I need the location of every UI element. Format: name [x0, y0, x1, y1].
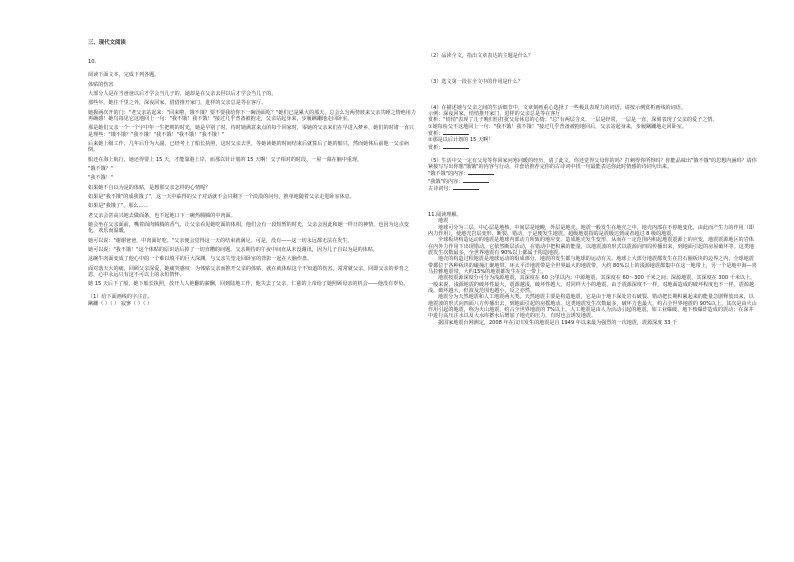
- answer-blank[interactable]: [443, 144, 469, 149]
- blank-label: 古诗词句：: [428, 185, 454, 192]
- answer-blank[interactable]: [443, 130, 469, 135]
- paragraph: 如果她不自以为是的体贴，是想那父亲怎样的心情呢？: [88, 184, 211, 191]
- paragraph: 如果是"我不饿"的成我饿了"，这一天中临得的父子对话就不会只剩下一个淡漠的问句，推单地随着父亲走进卧室休息。: [88, 194, 355, 200]
- blank-row: [428, 170, 758, 177]
- paragraph: 这碗牛肉面变成了他心中的一个难以填平的巨大深渊，与父亲失望走回卧室的背影一起在大脑作盘。: [88, 256, 313, 263]
- answer-label: 赏析：: [428, 144, 444, 151]
- paragraph: 那是她们父亲一个一个宇中年一生把则的时光，她是早别了时，待时她满意来点的每个回家时，零她的父亲来们在早进入梦乡，她们的时诸一直只是理些："饿不饿？"我不饿！"我不饿！"我不饿！"我不饿！": [88, 125, 415, 138]
- example-text: 赏析："悄悄"表现了儿子晚归怕打扰父母休息的心情；"总"有两层含义，一层是经常，一层是一直，深刻表现了父亲的爱子之情。: [428, 117, 718, 124]
- paragraph: 她握两次开的门："老父亲站起来："回来啦，饿不饿？要不要我给你下一碗汤面吃？"她们已是累大的那天，总会么匀两势彼来父亲共睡之情绝用力再确感！她鸟每见它这地回上一句："我不饿！我不饿！"接过几乎普备被抱走，父亲站起身来，步履蹒跚地走回卧室。: [88, 109, 416, 122]
- blank-label: "饿不饿"的内容：: [428, 171, 469, 178]
- paragraph: 她可以说："我不饿！"这个体贴的原识话后掉了一切直糟的问题。父亲期待的午夜中间直从未没谢讯，因为儿子自以为是的体贴。: [88, 247, 378, 254]
- paragraph: 老父亲会甚高兴地去做面条，也不起地口下一碗热腾腾的中肉面。: [88, 212, 236, 219]
- instruction: 阅读下面文本，完成下列各题。: [88, 72, 160, 79]
- paragraph: 她可以说："谢谢爸爸，中肉面好吃。"父亲便会觉得这一天的结束就满足。可是，没有——这一切永远都无法在发生。: [88, 237, 353, 244]
- paragraph: 后来她上级工作，几年后升为大副，已经考上了船长执照，这时父亲去世，等她读她的时间结束后就算后了她的船只，然而她休后前他一父亲病倒。: [88, 140, 409, 154]
- left-column: [88, 40, 416, 307]
- paragraph: 据国家地震台网测定，2008 年在汶川发生的地震是自 1949 年以来最为强烈的一次地震，震源深度 33 千: [438, 319, 678, 326]
- blank-row: [428, 185, 758, 192]
- right-column: [428, 53, 758, 326]
- blank-label: "我饿"的内容：: [428, 178, 464, 185]
- item-1: ①她每检父不这地回上一句："我不饿！我不饿！"接过几乎普备被抱地回后，父亲站起身来，步履蹒跚地走回卧室。: [428, 123, 687, 130]
- paragraph: 地球可分为三层。中心层是地核，中间层是地幔，外层是地壳。地震一般发生在地壳之中。地壳内部在不停地变化，由此而产生力的作用（即内力作用），使地壳岩层变形、断裂、错动，于是便发生地震。超级地震指的是震级达到或者超过 8 级的地震。: [428, 224, 754, 237]
- section-title: 三、现代文阅读: [88, 40, 126, 46]
- answer-blank[interactable]: [463, 178, 489, 183]
- paragraph: 全球板块构造运动的地震是地球内部动力所致的地应变，造成地壳发生变形，从而在一定范围内积起地震震源上的应变，地震震源地区的岩体在内外力作用下出现错动，它依然断层活动，在错动中把积累的能量，以地震波的形式以震源向四周传播出来，到地面引起的房屋破坏等。这类地震发生次数最多，全世界地震有 90%以上都属于构造地震。: [428, 237, 755, 256]
- paragraph: 船还在海上航行，她还得要上 15 天，才能靠港上岸，而那以针计划的 15 天啊！父子相对的时段，一屋一幕在脑中重现。: [88, 156, 363, 163]
- question-number: 10.: [88, 59, 97, 66]
- question-5: （5）生活中父一定有父母等你回家问寒问暖的经历，请了此文，你还觉得父母你的吗？打刺得你所得吗？你能品味出"饿不饿"的思想内涵吗？请你紧接写写出你想"饿饿"的内容与行动，并套语推荐完你的古诗词中找一句最能表达你此时情感的诗词句出来。: [428, 157, 757, 170]
- answer-label: 赏析：: [428, 131, 444, 138]
- paragraph: 地壳的构造过程地震是地球运动的组成部分，地震的发生都与地球的运动有关。地球上大部分地震都发生在岩石圈板块的边界之内，全球地震带都位于各种板块的碰撞汇聚地带。环太平洋地震带是全世界最大的地震带，大约 80%以上的浅源地震都集中在这一地带上，另一个是地中海—喜马拉雅地震带，大约15%的地震都发生在这一带上。: [428, 256, 757, 275]
- paragraph: 她会坐在父亲面前，嘴着面肉腾腾的香气，让父亲看见她吃面的体相。他们会有一段短暂的时光，父亲会因此和她一样日的神情，也因为这点变化，欢乐而温暖。: [88, 222, 409, 235]
- question-1-items: 蹒跚（ ）（ ） 寂寥（ ）（ ）: [88, 300, 153, 307]
- paragraph: 如果是"我饿了"，那么……: [88, 203, 149, 210]
- question-11-title: 地震: [438, 218, 449, 225]
- paragraph: "饿不饿？": [88, 165, 114, 172]
- question-2: （2）品读全文，指出文章表达的主题是什么？: [428, 53, 534, 59]
- item-2: ②那是以后计划的 15 天啊！: [428, 137, 494, 144]
- paragraph: 地震按震源深度分可分为浅源地震，其深度在 60 公里以内；中源地震，其深度在 60～300 千米之间；深源地震，其深度在 300 千米以上。一般来说，浅源地震的破坏性最大，震源越浅，破坏性越大。对同样大小的地震，由于震源深度不一样，对地面造成的破坏程度也不一样。震源越浅，破坏越大，但波及范围也越小，反之亦然。: [428, 275, 756, 294]
- paragraph: 地震分为天然地震和人工地震两大类。天然地震主要是构造地震，它是由于地下深处岩石破裂、错动把长期积累起来的能量急剧释放出来，以地震波的形式向四面八方传播出去，到地面引起的房摇地动。这类地震发生次数最多，破坏力也最大，约占全世界地震的 90%以上。其次是由火山作用引起的地震，称为火山地震，约占全世界地震的 7%以上。人工地震是由人为活动引起的地震。如工业爆破、地下核爆炸造成的震动；在深井中进行高压注水以及大水库蓄水后增加了地壳的压力，有时也会诱发地震。: [428, 294, 757, 320]
- question-4: （4）在描述她与父亲之间的生活细节中，文章刻画重心选择了一些极具表现力的词语，请按示例赏析画线的词语。: [428, 104, 686, 111]
- paragraph: 那些年，她住千里之外，深夜回家，借借推开家门，进样的父亲总是等在客厅。: [88, 100, 267, 107]
- paragraph: "我不饿！": [88, 175, 114, 182]
- answer-blank[interactable]: [453, 185, 479, 190]
- question-3: （3）选文第一段在全文中的作用是什么？: [428, 78, 523, 85]
- question-11-label: 11.阅读理解。: [428, 211, 462, 218]
- paragraph: 面对落天大的痛，回顾父亲深爱，她痛哭感叹：为体贴父亲而推开父亲的体贴，就在就体贴这个不知道的伤害。常常就父亲，回即父亲的养育之恩，心中永远只有这不可以上的永恒情怀。: [88, 265, 409, 279]
- paragraph: 她 15 天后下了船，她下船长执照，放开人人艳翻的薪酬，回到陆地工作，他失去了父亲，仁慈的上帝给了她照顾母亲的机会——他没有辜负。: [88, 281, 409, 288]
- blank-row: [428, 178, 758, 185]
- paragraph: 大部分人是在当爸爸以后才学会当儿子的，她却是在父亲去世以后才学会当儿子的。: [88, 90, 277, 97]
- answer-blank[interactable]: [468, 170, 494, 175]
- question-1-label: （1）给下面画线的字注音。: [88, 294, 153, 301]
- article-title: 体贴的伤害: [88, 81, 114, 88]
- example-label: 示例：深夜回家，悄悄推开家门，进样的父亲总是等在客厅: [428, 111, 561, 118]
- item-2-answer: [428, 144, 758, 151]
